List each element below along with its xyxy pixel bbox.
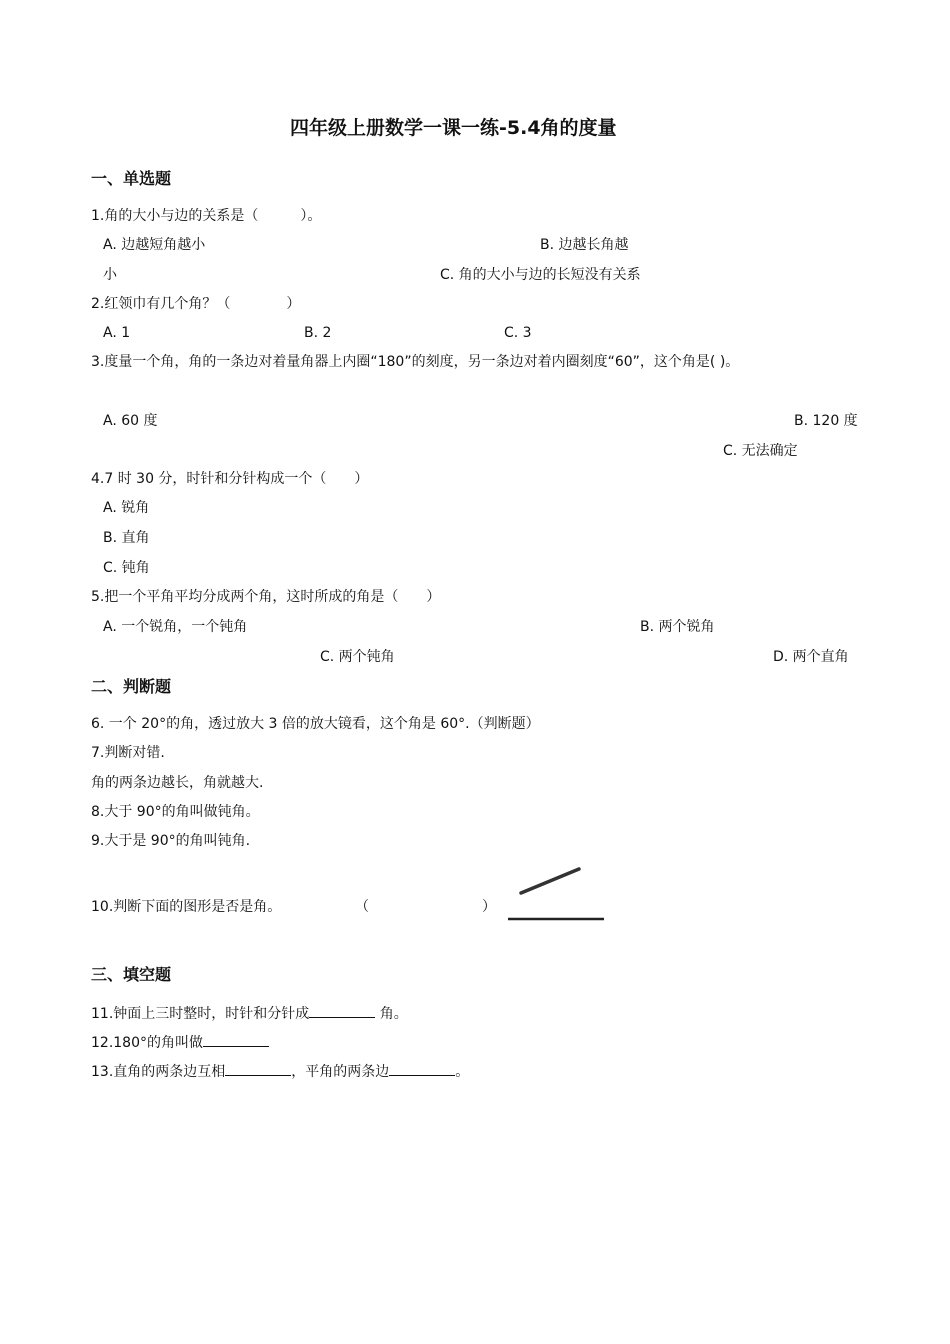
question-8-stem: 8.大于 90°的角叫做钝角。 xyxy=(91,804,260,820)
question-5-option-a[interactable]: A. 一个锐角，一个钝角 xyxy=(103,619,248,635)
question-1-option-c[interactable]: C. 角的大小与边的长短没有关系 xyxy=(440,267,641,283)
question-13-text-after: 。 xyxy=(455,1064,470,1080)
section-heading-true-false: 二、判断题 xyxy=(91,677,172,696)
question-2-option-b[interactable]: B. 2 xyxy=(304,325,332,341)
question-11 xyxy=(91,1003,408,1024)
question-10-stem: 10.判断下面的图形是否是角。 xyxy=(91,899,282,915)
question-13-blank-2[interactable] xyxy=(389,1061,455,1076)
question-7-stem: 7.判断对错. xyxy=(91,745,165,761)
question-4-option-c[interactable]: C. 钝角 xyxy=(103,560,150,576)
page-title: 四年级上册数学一课一练-5.4角的度量 xyxy=(290,117,617,139)
question-10-paren-open: （ xyxy=(355,899,369,915)
question-11-text-after: 角。 xyxy=(375,1006,408,1022)
question-1-stem: 1.角的大小与边的关系是（ ）。 xyxy=(91,208,322,224)
question-1-option-b-continued: 小 xyxy=(103,267,117,283)
question-2-option-c[interactable]: C. 3 xyxy=(504,325,532,341)
question-5-option-c[interactable]: C. 两个钝角 xyxy=(320,649,395,665)
question-2-option-a[interactable]: A. 1 xyxy=(103,325,131,341)
question-12 xyxy=(91,1032,269,1053)
question-4-option-b[interactable]: B. 直角 xyxy=(103,530,150,546)
question-10-figure xyxy=(500,860,612,928)
question-5-option-b[interactable]: B. 两个锐角 xyxy=(640,619,715,635)
question-13-text-middle: ，平角的两条边 xyxy=(291,1064,390,1080)
question-2-stem: 2.红领巾有几个角？（ ） xyxy=(91,296,301,312)
section-heading-single-choice: 一、单选题 xyxy=(91,169,172,188)
question-13 xyxy=(91,1061,469,1082)
question-1-option-a[interactable]: A. 边越短角越小 xyxy=(103,237,206,253)
question-3-option-a[interactable]: A. 60 度 xyxy=(103,413,158,429)
question-12-blank[interactable] xyxy=(203,1032,269,1047)
question-3-stem: 3.度量一个角，角的一条边对着量角器上内圈“180”的刻度，另一条边对着内圈刻度“60”，这个角是( )。 xyxy=(91,354,740,370)
question-11-blank[interactable] xyxy=(309,1003,375,1018)
question-7-statement: 角的两条边越长，角就越大. xyxy=(91,775,264,791)
question-5-option-d[interactable]: D. 两个直角 xyxy=(773,649,849,665)
question-4-stem: 4.7 时 30 分，时针和分针构成一个（ ） xyxy=(91,471,369,487)
question-1-option-b[interactable]: B. 边越长角越 xyxy=(540,237,629,253)
question-11-text-before: 11.钟面上三时整时，时针和分针成 xyxy=(91,1006,310,1022)
section-heading-fill-in: 三、填空题 xyxy=(91,965,172,984)
figure-upper-segment xyxy=(521,869,579,893)
question-3-option-c[interactable]: C. 无法确定 xyxy=(723,443,798,459)
question-6-stem: 6. 一个 20°的角，透过放大 3 倍的放大镜看，这个角是 60°.（判断题） xyxy=(91,716,540,732)
question-13-blank-1[interactable] xyxy=(225,1061,291,1076)
question-12-text-before: 12.180°的角叫做 xyxy=(91,1035,203,1051)
question-13-text-before: 13.直角的两条边互相 xyxy=(91,1064,226,1080)
question-3-option-b[interactable]: B. 120 度 xyxy=(794,413,858,429)
question-4-option-a[interactable]: A. 锐角 xyxy=(103,500,150,516)
question-10-paren-close: ） xyxy=(482,899,496,915)
question-5-stem: 5.把一个平角平均分成两个角，这时所成的角是（ ） xyxy=(91,589,441,605)
question-9-stem: 9.大于是 90°的角叫钝角. xyxy=(91,833,251,849)
